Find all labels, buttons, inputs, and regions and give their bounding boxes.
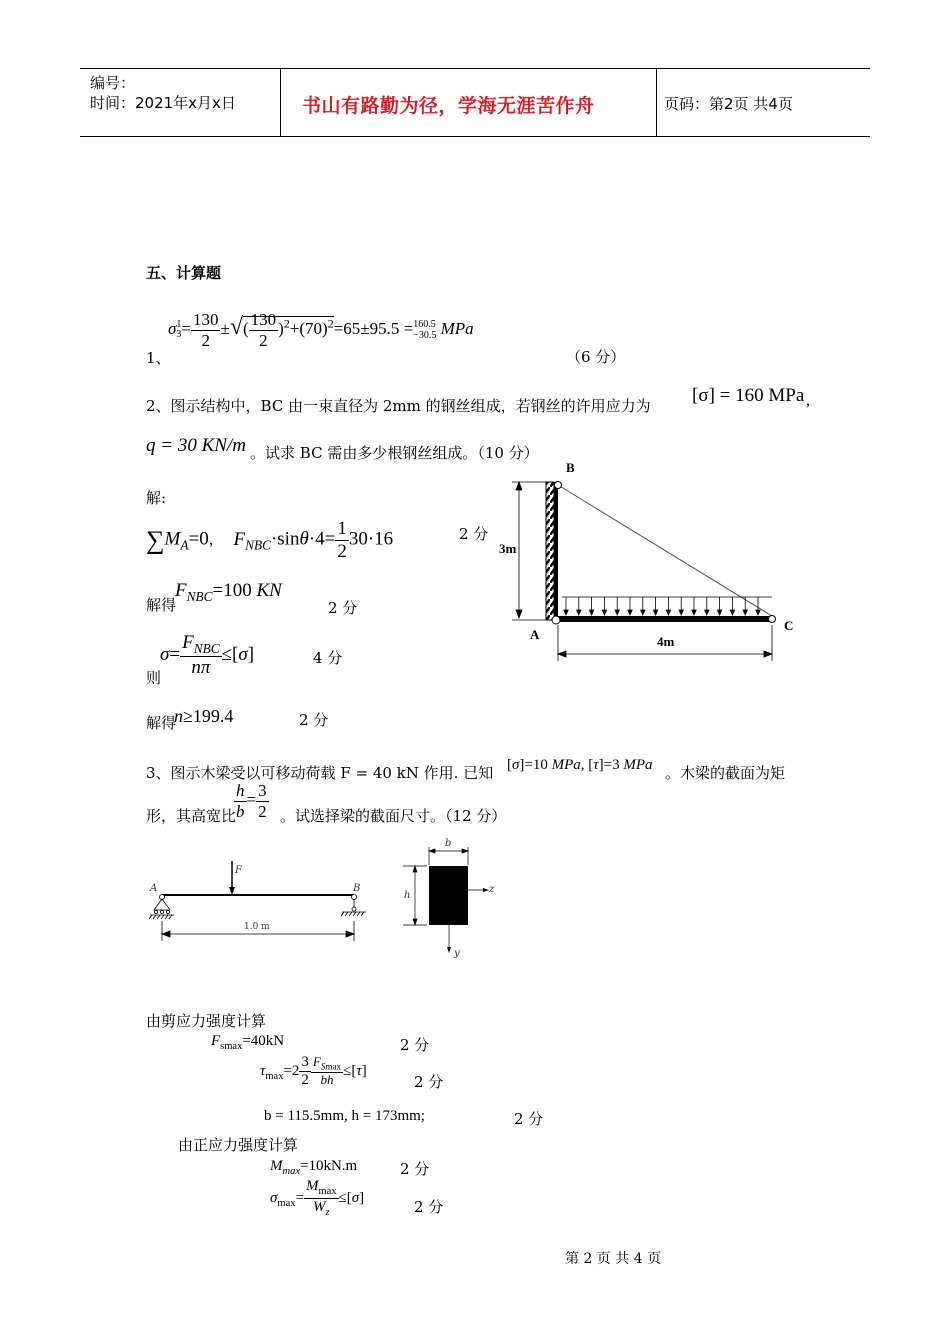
load-arrowhead <box>641 610 645 615</box>
page-footer: 第 2 页 共 4 页 <box>565 1251 662 1267</box>
dim-width-label: 4m <box>657 634 675 649</box>
y-axis-arrow <box>447 947 451 953</box>
label-h: h <box>404 890 411 901</box>
q2-step1-score: 2 分 <box>459 525 489 543</box>
q1-formula: σ 1 3 = $\frac{130}{2}$ ±√( $\frac{130}{2}$ )$^2+(70)^2=65\pm 95.5$ = 160.5 −30.5 MPa <box>168 310 474 350</box>
load-arrowhead <box>692 610 696 615</box>
pin-support-a <box>149 895 174 920</box>
q2-comma: , <box>806 392 810 409</box>
q2-step3: σ= $\frac{F_{NBC}}{n\pi}$ ≤[σ] <box>160 632 255 679</box>
q3-shear-title: 由剪应力强度计算 <box>146 1012 267 1030</box>
load-arrowhead <box>730 610 734 615</box>
header-meta <box>90 73 236 113</box>
q3-normal-title: 由正应力强度计算 <box>178 1136 299 1154</box>
distributed-load <box>562 597 772 615</box>
q2-step4-prefix: 解得 <box>146 714 177 732</box>
q3-beam-figure <box>140 855 380 950</box>
q3-normal-score-2: 2 分 <box>414 1198 444 1216</box>
load-arrowhead <box>717 610 721 615</box>
cable-bc <box>558 485 772 616</box>
q2-solution-label: 解: <box>146 489 167 507</box>
load-arrowhead <box>756 610 760 615</box>
q3-shear-line-3: b = 115.5mm, h = 173mm; <box>264 1108 425 1124</box>
page-header <box>80 68 870 137</box>
hinge-c <box>769 616 776 623</box>
beam-ac <box>556 616 774 622</box>
q2-text-line1: 2、图示结构中，BC 由一束直径为 2mm 的钢丝组成，若钢丝的许用应力为 <box>146 397 651 415</box>
q3-text-line1b: 。木梁的截面为矩 <box>665 764 786 782</box>
q2-q-value: q = 30 KN/m <box>146 435 246 456</box>
label-b: b <box>445 838 452 849</box>
q2-text-line2: 。试求 BC 需由多少根钢丝组成。（10 分） <box>250 444 539 462</box>
column-ab <box>554 482 558 620</box>
q2-step2-prefix: 解得 <box>146 596 177 614</box>
header-divider <box>280 69 281 136</box>
load-arrowhead <box>653 610 657 615</box>
q2-step2-score: 2 分 <box>328 599 358 617</box>
load-arrowhead <box>679 610 683 615</box>
q2-structure-figure <box>490 455 810 670</box>
header-motto: 书山有路勤为径，学海无涯苦作舟 <box>302 95 595 117</box>
hinge-b <box>555 482 562 489</box>
load-arrowhead <box>743 610 747 615</box>
label-b: B <box>566 460 575 475</box>
q2-step4: n≥199.4 <box>174 706 234 726</box>
dimension-height <box>512 482 546 620</box>
q3-shear-score-2: 2 分 <box>414 1073 444 1091</box>
header-number: 编号： <box>90 74 136 92</box>
q2-sigma-allow: [σ] = 160 MPa <box>692 385 805 406</box>
q3-normal-line-1: $M_{max}=10kN.m$ <box>270 1158 358 1177</box>
load-arrowhead <box>577 610 581 615</box>
header-page-label: 页码：第2页 共4页 <box>664 95 793 113</box>
q3-allowables: [σ]=10 MPa, [τ]=3 MPa <box>507 757 653 773</box>
label-a: A <box>150 883 158 894</box>
q3-normal-score-1: 2 分 <box>400 1160 430 1178</box>
load-arrowhead <box>615 610 619 615</box>
q3-section-figure <box>395 835 505 965</box>
q3-shear-line-1: $F_{smax}=40kN$ <box>211 1033 285 1052</box>
wall-hatch <box>546 482 554 620</box>
load-arrowhead <box>589 610 593 615</box>
label-c: C <box>784 618 794 633</box>
q3-shear-score-1: 2 分 <box>400 1036 430 1054</box>
q2-step3-score: 4 分 <box>313 649 343 667</box>
load-arrowhead <box>628 610 632 615</box>
load-arrowhead <box>602 610 606 615</box>
q2-step1: $\sum M_A=0$， $F_{NBC}\cdot\sin\theta\cdot 4=$ $\frac{1}{2}$ 30·16 <box>146 518 394 562</box>
header-time: 时间：2021年x月x日 <box>90 94 236 112</box>
rect-section <box>429 866 468 925</box>
load-arrowhead <box>564 610 568 615</box>
hinge-a <box>552 616 560 624</box>
label-y: y <box>454 948 460 959</box>
label-a: A <box>530 627 540 642</box>
section-title: 五、计算题 <box>146 264 222 282</box>
label-f: F <box>235 865 242 876</box>
roller-support-b <box>341 895 366 917</box>
q3-text-line2b: 。试选择梁的截面尺寸。（12 分） <box>280 807 507 825</box>
q3-text-line2a: 形，其高宽比 <box>146 807 237 825</box>
q3-ratio: $\frac{h}{b}$ = $\frac{3}{2}$ <box>236 781 267 821</box>
q3-text-line1a: 3、图示木梁受以可移动荷载 F = 40 kN 作用. 已知 <box>146 764 494 782</box>
q3-shear-line-2: $\tau_{max}=2$ $\frac{3}{2}$ $\frac{F_{Smax}}{bh}$ ≤[τ] <box>260 1054 367 1089</box>
label-z: z <box>489 884 495 895</box>
load-arrowhead <box>705 610 709 615</box>
header-divider <box>656 69 657 136</box>
load-arrowhead <box>229 887 235 895</box>
q1-index: 1、 <box>146 349 171 367</box>
width-dimension <box>429 847 468 865</box>
q2-step2: $F_{NBC}=100$ KN <box>175 580 282 604</box>
q3-normal-line-2: $\sigma_{max}=$ $\frac{M_{max}}{W_z}$ ≤[σ] <box>270 1178 365 1219</box>
span-label: 1.0 m <box>244 922 270 932</box>
q2-step3-prefix: 则 <box>146 669 162 687</box>
q2-step4-score: 2 分 <box>299 711 329 729</box>
load-arrowhead <box>666 610 670 615</box>
q1-score: （6 分） <box>566 348 626 366</box>
label-b: B <box>353 883 361 894</box>
dim-height-label: 3m <box>499 541 517 556</box>
q3-shear-score-3: 2 分 <box>514 1110 544 1128</box>
